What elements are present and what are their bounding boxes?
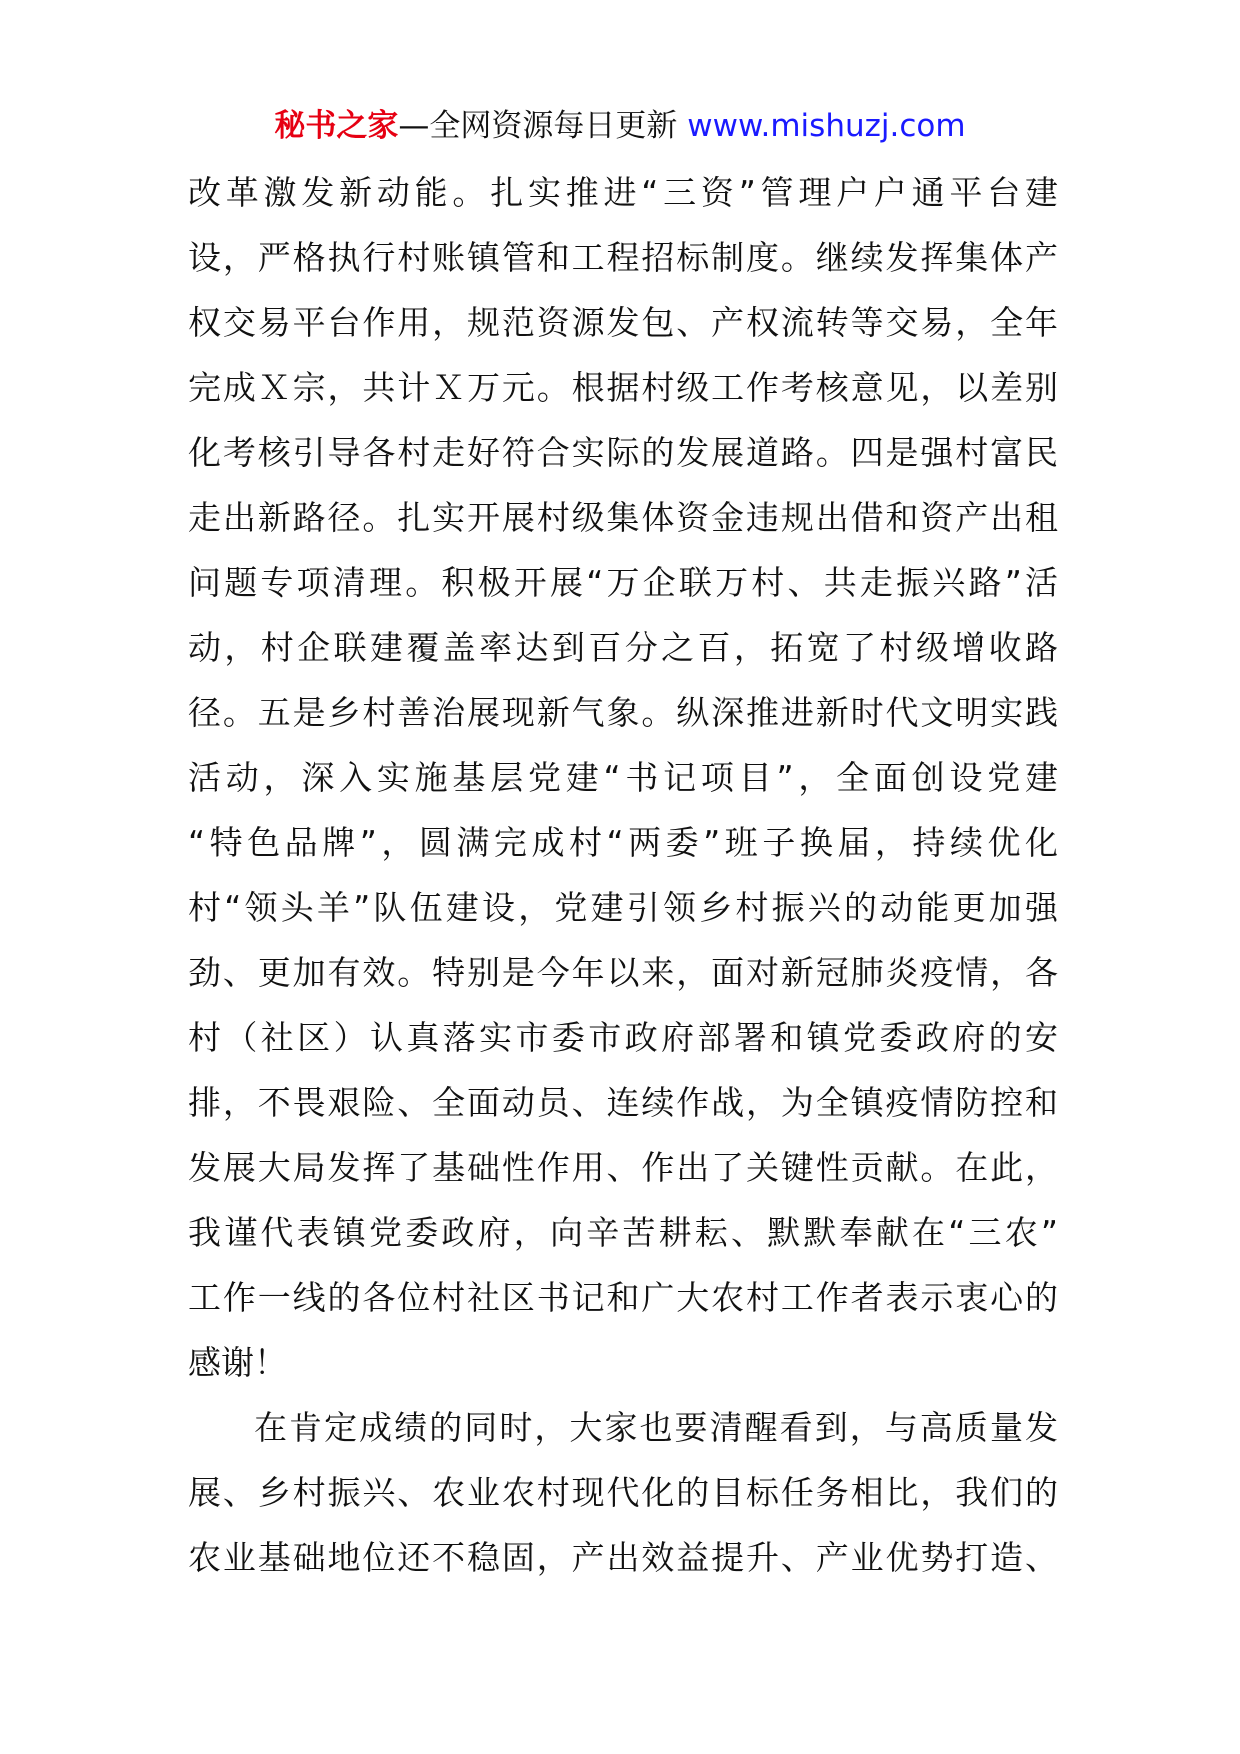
text-line: 排，不畏艰险、全面动员、连续作战，为全镇疫情防控和 bbox=[188, 1083, 1058, 1122]
site-brand: 秘书之家 bbox=[274, 108, 399, 144]
text-line: 村（社区）认真落实市委市政府部署和镇党委政府的安 bbox=[188, 1018, 1058, 1057]
text-line: 径。五是乡村善治展现新气象。纵深推进新时代文明实践 bbox=[188, 693, 1058, 732]
text-line: 权交易平台作用，规范资源发包、产权流转等交易，全年 bbox=[188, 303, 1058, 342]
text-line: 村“领头羊”队伍建设，党建引领乡村振兴的动能更加强 bbox=[188, 888, 1058, 927]
text-line: 改革激发新动能。扎实推进“三资”管理户户通平台建 bbox=[188, 173, 1058, 212]
text-line: 农业基础地位还不稳固，产出效益提升、产业优势打造、 bbox=[188, 1538, 1058, 1577]
text-line: 感谢！ bbox=[188, 1343, 287, 1382]
paragraph-2 bbox=[188, 1395, 1058, 1590]
text-line: 工作一线的各位村社区书记和广大农村工作者表示衷心的 bbox=[188, 1278, 1058, 1317]
text-line: 完成Ｘ宗，共计Ｘ万元。根据村级工作考核意见，以差别 bbox=[188, 368, 1058, 407]
text-line: 展、乡村振兴、农业农村现代化的目标任务相比，我们的 bbox=[188, 1473, 1058, 1512]
document-body bbox=[188, 160, 1058, 1590]
text-line: 问题专项清理。积极开展“万企联万村、共走振兴路”活 bbox=[188, 563, 1058, 602]
text-line: 劲、更加有效。特别是今年以来，面对新冠肺炎疫情，各 bbox=[188, 953, 1058, 992]
paragraph-1 bbox=[188, 160, 1058, 1395]
text-line: 设，严格执行村账镇管和工程招标制度。继续发挥集体产 bbox=[188, 238, 1058, 277]
text-line: 走出新路径。扎实开展村级集体资金违规出借和资产出租 bbox=[188, 498, 1058, 537]
site-tagline: —全网资源每日更新 bbox=[398, 108, 688, 144]
text-line: 活动，深入实施基层党建“书记项目”，全面创设党建 bbox=[188, 758, 1058, 797]
site-header bbox=[0, 104, 1240, 148]
text-line: 化考核引导各村走好符合实际的发展道路。四是强村富民 bbox=[188, 433, 1058, 472]
text-line: 我谨代表镇党委政府，向辛苦耕耘、默默奉献在“三农” bbox=[188, 1213, 1058, 1252]
site-url-link[interactable]: www.mishuzj.com bbox=[687, 108, 966, 144]
text-line: 发展大局发挥了基础性作用、作出了关键性贡献。在此， bbox=[188, 1148, 1058, 1187]
text-line: 动，村企联建覆盖率达到百分之百，拓宽了村级增收路 bbox=[188, 628, 1058, 667]
text-line: “特色品牌”，圆满完成村“两委”班子换届，持续优化 bbox=[188, 823, 1058, 862]
text-line: 在肯定成绩的同时，大家也要清醒看到，与高质量发 bbox=[254, 1408, 1058, 1447]
